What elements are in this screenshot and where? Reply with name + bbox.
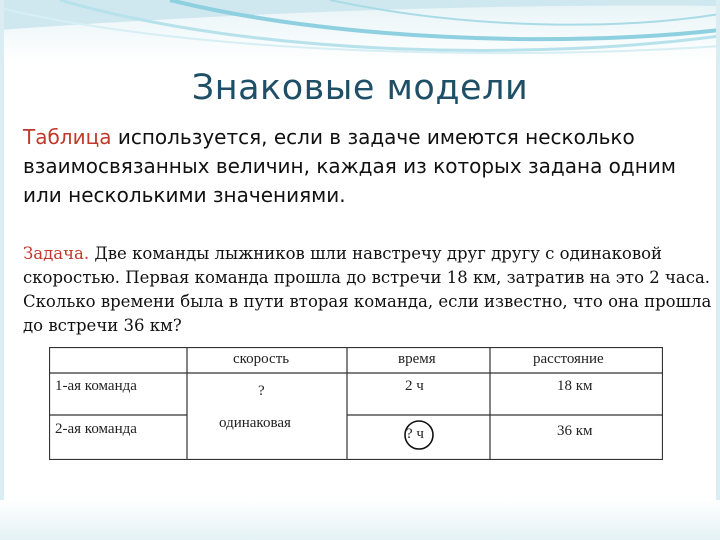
definition-paragraph xyxy=(23,123,703,210)
header-time: время xyxy=(398,351,436,367)
problem-paragraph xyxy=(23,242,713,338)
speed-shared: одинаковая xyxy=(219,415,291,431)
data-table xyxy=(49,347,663,460)
definition-text: используется, если в задаче имеются несколько взаимосвязанных величин, каждая из которых задана одним или несколькими значениями. xyxy=(23,125,676,207)
row1-time: 2 ч xyxy=(405,378,424,394)
slide-title: Знаковые модели xyxy=(191,68,529,108)
header-speed: скорость xyxy=(233,351,290,367)
problem-text: Две команды лыжников шли навстречу друг другу с одинаковой скоростью. Первая команда прошла до встречи 18 км, затратив на это 2 часа. Сколько времени была в пути вторая команда, если известно, что она прошла до встречи 36 км? xyxy=(23,244,712,335)
header-distance: расстояние xyxy=(533,351,604,367)
row2-distance: 36 км xyxy=(557,423,593,439)
row2-time: ? ч xyxy=(406,426,424,442)
problem-label: Задача. xyxy=(23,244,90,263)
row1-label: 1-ая команда xyxy=(55,378,137,394)
speed-unknown: ? xyxy=(258,383,265,399)
row1-distance: 18 км xyxy=(557,378,593,394)
row2-label: 2-ая команда xyxy=(55,421,137,437)
definition-term: Таблица xyxy=(23,125,112,149)
